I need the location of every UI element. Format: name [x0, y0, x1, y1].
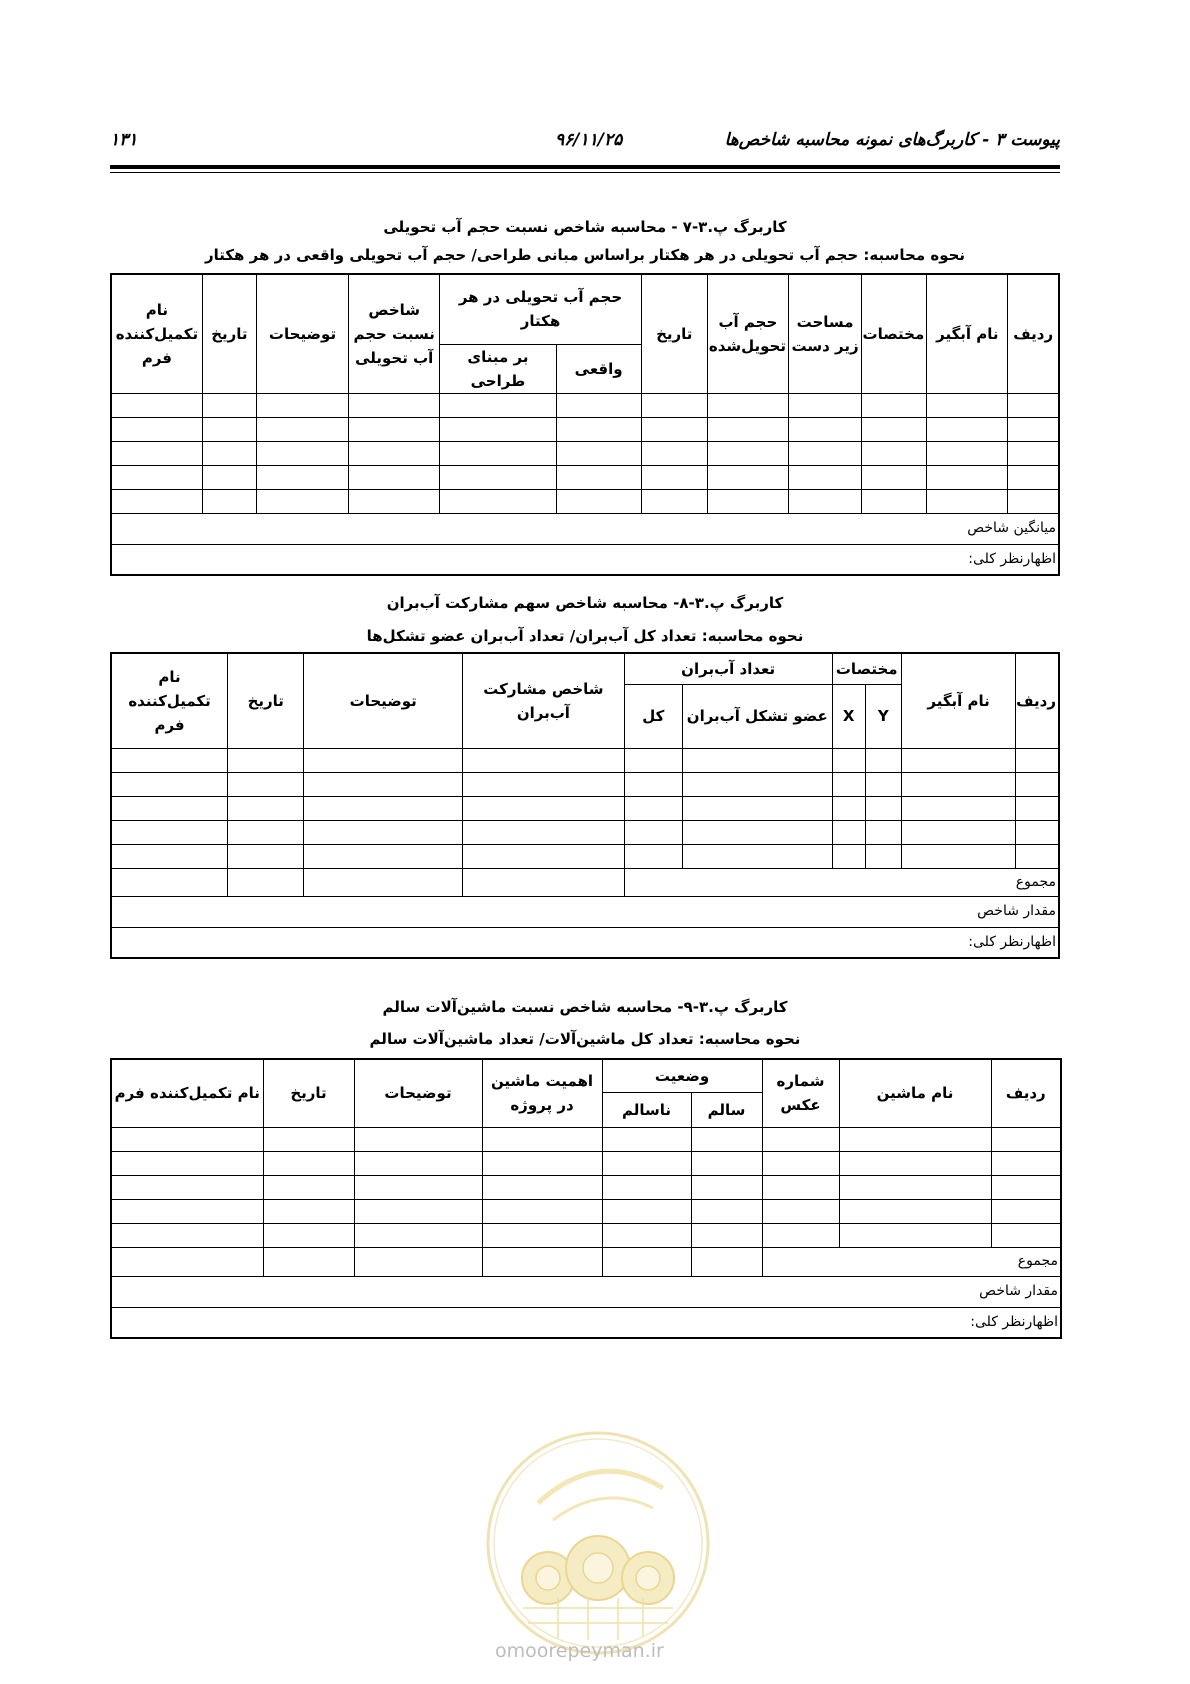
form8-method: نحوه محاسبه: تعداد کل آب‌بران/ تعداد آب‌بران عضو تشکل‌ها — [366, 627, 804, 645]
form9-title: کاربرگ پ.۳-۹- محاسبه شاخص نسبت ماشین‌آلات سالم — [382, 998, 788, 1016]
form7-col-index: شاخص نسبت حجم آب تحویلی — [349, 274, 440, 393]
form7-col-name: نام آبگیر — [927, 274, 1008, 393]
form8-opinion-label: اظهارنظر کلی: — [111, 927, 1059, 958]
form9-col-importance: اهمیت ماشین در پروژه — [482, 1059, 602, 1127]
form8-col-total: کل — [624, 684, 682, 748]
table-row — [111, 772, 1059, 796]
form8-col-member: عضو تشکل آب‌بران — [682, 684, 832, 748]
form7-title: کاربرگ پ.۳-۷ - محاسبه شاخص نسبت حجم آب تحویلی — [383, 218, 787, 236]
table-row — [111, 844, 1059, 868]
table-row — [111, 1127, 1061, 1151]
form9-method: نحوه محاسبه: تعداد کل ماشین‌آلات/ تعداد ماشین‌آلات سالم — [369, 1030, 801, 1048]
form8-col-coords: مختصات — [832, 653, 901, 684]
form7-col-date2: تاریخ — [202, 274, 256, 393]
table-row — [111, 748, 1059, 772]
table-row — [111, 1223, 1061, 1247]
table-row — [111, 820, 1059, 844]
form9-col-photo: شماره عکس — [762, 1059, 839, 1127]
form8-col-x: X — [832, 684, 865, 748]
header-title: پیوست ۳ - کاربرگ‌های نمونه محاسبه شاخص‌ها — [724, 130, 1060, 150]
form9-col-name: نام ماشین — [839, 1059, 991, 1127]
form7-col-desc: توضیحات — [256, 274, 348, 393]
form8-col-filler: نام تکمیل‌کننده فرم — [111, 653, 228, 748]
form9-col-filler: نام تکمیل‌کننده فرم — [111, 1059, 263, 1127]
form7-col-volume: حجم آب تحویل‌شده — [707, 274, 788, 393]
form7-col-area: مساحت زیر دست — [788, 274, 861, 393]
form9-opinion-label: اظهارنظر کلی: — [111, 1307, 1061, 1338]
page-number: ۱۳۱ — [110, 130, 138, 150]
form7-col-date: تاریخ — [641, 274, 707, 393]
form7-col-per-ha: حجم آب تحویلی در هر هکتار — [440, 274, 641, 344]
form9-col-healthy: سالم — [691, 1092, 762, 1127]
form7-col-filler: نام تکمیل‌کننده فرم — [111, 274, 202, 393]
form7-average-label: میانگین شاخص — [111, 513, 1059, 544]
form8-col-date: تاریخ — [228, 653, 304, 748]
form7-table — [110, 273, 1060, 576]
table-row — [111, 489, 1059, 513]
form8-col-y: Y — [865, 684, 901, 748]
form8-table — [110, 652, 1060, 959]
table-row — [111, 393, 1059, 417]
form7-col-actual: واقعی — [556, 344, 641, 393]
table-row — [111, 1175, 1061, 1199]
table-row — [111, 465, 1059, 489]
form9-value-label: مقدار شاخص — [111, 1276, 1061, 1307]
table-row — [111, 417, 1059, 441]
form7-method: نحوه محاسبه: حجم آب تحویلی در هر هکتار براساس مبانی طراحی/ حجم آب تحویلی واقعی در هر هکتار — [204, 246, 966, 264]
form9-col-unhealthy: ناسالم — [602, 1092, 691, 1127]
table-row — [111, 1151, 1061, 1175]
watermark-logo — [483, 1428, 713, 1658]
watermark-url: omoorepeyman.ir — [495, 1640, 664, 1662]
table-row — [111, 1199, 1061, 1223]
form8-sum-label: مجموع — [624, 868, 1059, 896]
form7-col-coords: مختصات — [862, 274, 927, 393]
form8-col-desc: توضیحات — [304, 653, 463, 748]
form7-col-row: ردیف — [1008, 274, 1059, 393]
form9-sum-label: مجموع — [762, 1247, 1061, 1276]
form9-col-desc: توضیحات — [354, 1059, 482, 1127]
form8-col-index: شاخص مشارکت آب‌بران — [463, 653, 625, 748]
form9-col-date: تاریخ — [263, 1059, 354, 1127]
form8-value-label: مقدار شاخص — [111, 896, 1059, 927]
table-row — [111, 441, 1059, 465]
form9-col-row: ردیف — [991, 1059, 1061, 1127]
form8-col-count: تعداد آب‌بران — [624, 653, 832, 684]
form7-opinion-label: اظهارنظر کلی: — [111, 544, 1059, 575]
header-rule-thick — [110, 165, 1060, 169]
form9-table — [110, 1058, 1062, 1339]
form8-title: کاربرگ پ.۳-۸- محاسبه شاخص سهم مشارکت آب‌بران — [386, 594, 784, 612]
table-row — [111, 796, 1059, 820]
form7-col-design: بر مبنای طراحی — [440, 344, 556, 393]
header-rule-thin — [110, 172, 1060, 173]
page-header — [110, 130, 1060, 160]
header-date: ۹۶/۱۱/۲۵ — [555, 130, 623, 150]
form8-col-row: ردیف — [1016, 653, 1059, 748]
form8-col-name: نام آبگیر — [901, 653, 1015, 748]
form9-col-status: وضعیت — [602, 1059, 762, 1092]
